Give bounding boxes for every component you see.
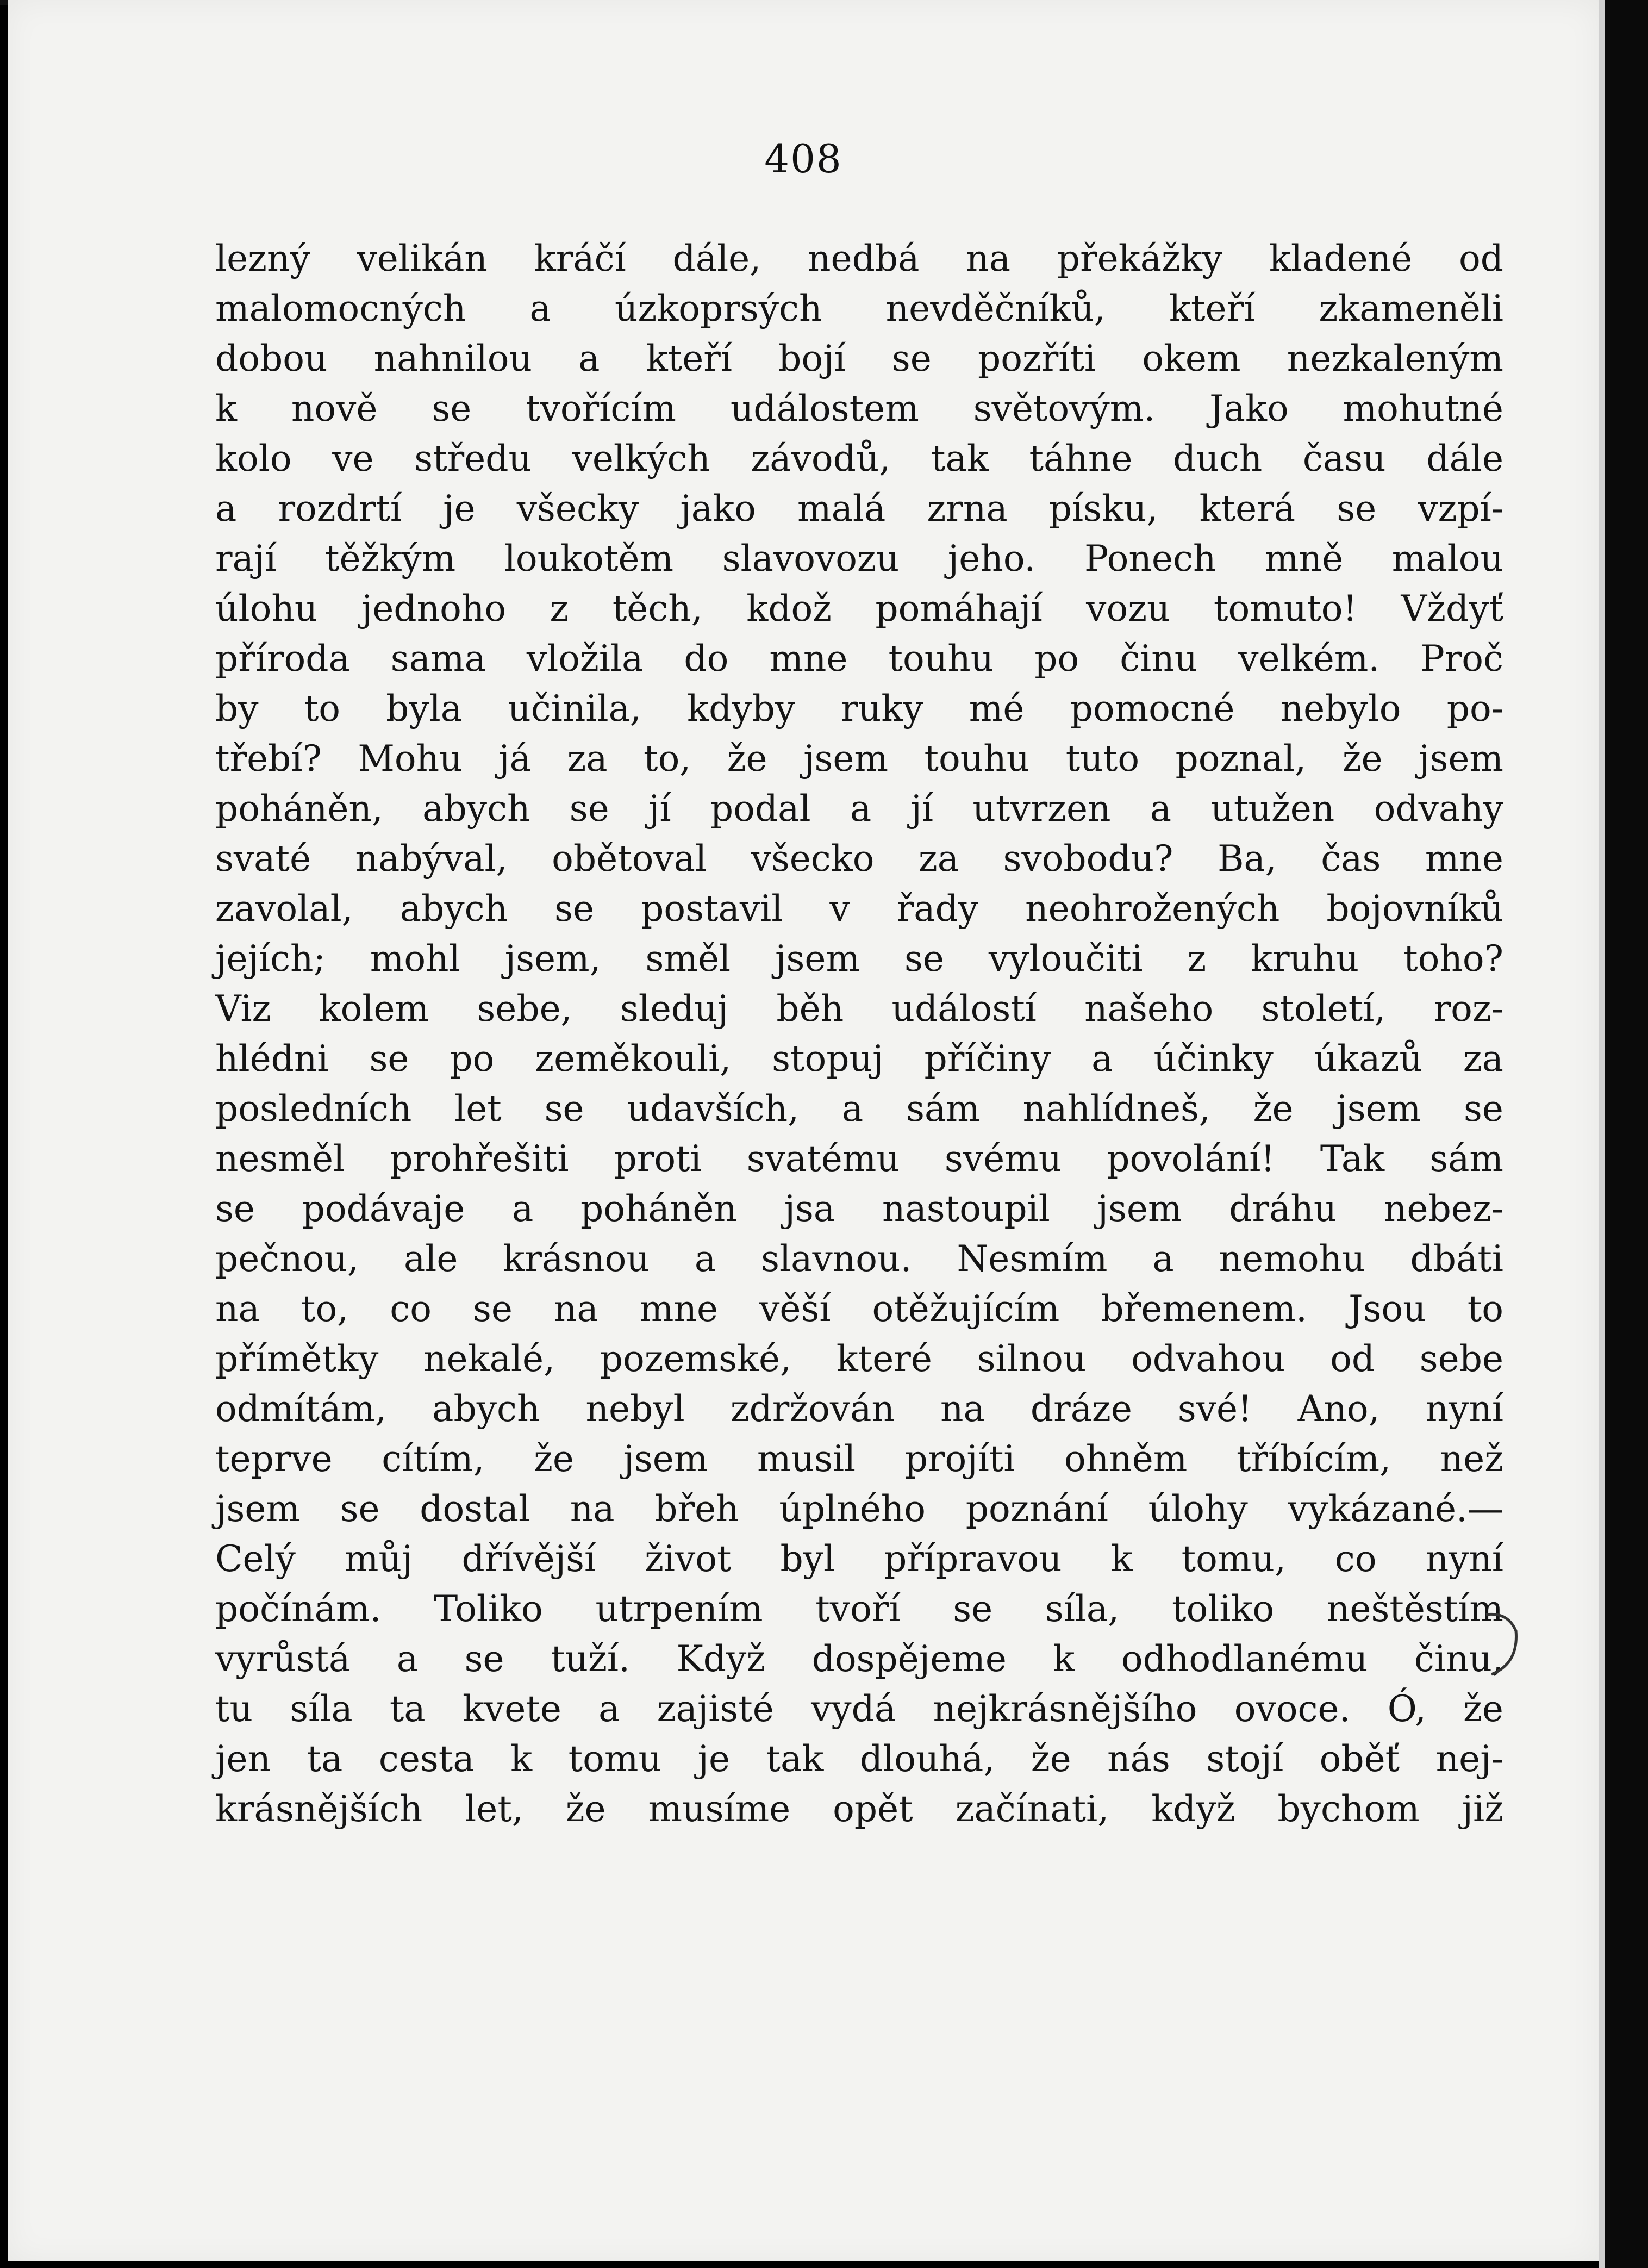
body-text bbox=[215, 234, 1503, 1834]
text-line: vyrůstá a se tuží. Když dospějeme k odhodlanému činu, bbox=[215, 1638, 1503, 1680]
text-line: a rozdrtí je všecky jako malá zrna písku, která se vzpí- bbox=[215, 488, 1503, 529]
text-line: Viz kolem sebe, sleduj běh událostí našeho století, roz- bbox=[215, 988, 1503, 1030]
text-line: tu síla ta kvete a zajisté vydá nejkrásnějšího ovoce. Ó, že bbox=[215, 1688, 1503, 1730]
text-line: jejích; mohl jsem, směl jsem se vyloučiti z kruhu toho? bbox=[215, 938, 1503, 980]
text-line: Celý můj dřívější život byl přípravou k tomu, co nyní bbox=[215, 1538, 1503, 1580]
book-page bbox=[8, 0, 1599, 2261]
text-line: nesměl prohřešiti proti svatému svému povolání! Tak sám bbox=[215, 1138, 1503, 1180]
text-line: počínám. Toliko utrpením tvoří se síla, toliko neštěstím bbox=[215, 1588, 1503, 1630]
text-line: pečnou, ale krásnou a slavnou. Nesmím a nemohu dbáti bbox=[215, 1238, 1503, 1280]
text-line: lezný velikán kráčí dále, nedbá na překážky kladené od bbox=[215, 238, 1503, 279]
text-line: rají těžkým loukotěm slavovozu jeho. Ponech mně malou bbox=[215, 538, 1503, 580]
scan-right-edge bbox=[1599, 0, 1648, 2268]
text-line: kolo ve středu velkých závodů, tak táhne duch času dále bbox=[215, 438, 1503, 479]
text-line: krásnějších let, že musíme opět začínati, když bychom již bbox=[215, 1788, 1503, 1830]
text-line: hlédni se po zeměkouli, stopuj příčiny a účinky úkazů za bbox=[215, 1038, 1503, 1080]
text-line: posledních let se udavších, a sám nahlídneš, že jsem se bbox=[215, 1088, 1503, 1130]
text-line: úlohu jednoho z těch, kdož pomáhají vozu tomuto! Vždyť bbox=[215, 588, 1503, 630]
text-line: svaté nabýval, obětoval všecko za svobodu? Ba, čas mne bbox=[215, 838, 1503, 880]
text-line: by to byla učinila, kdyby ruky mé pomocné nebylo po- bbox=[215, 688, 1503, 730]
text-line: zavolal, abych se postavil v řady neohrožených bojovníků bbox=[215, 888, 1503, 930]
text-line: na to, co se na mne věší otěžujícím břemenem. Jsou to bbox=[215, 1288, 1503, 1330]
page-edge-highlight bbox=[1599, 0, 1605, 2268]
text-line: teprve cítím, že jsem musil projíti ohněm tříbícím, než bbox=[215, 1438, 1503, 1480]
text-line: dobou nahnilou a kteří bojí se pozříti okem nezkaleným bbox=[215, 338, 1503, 379]
text-line: malomocných a úzkoprsých nevděčníků, kteří zkameněli bbox=[215, 288, 1503, 329]
text-line: poháněn, abych se jí podal a jí utvrzen a utužen odvahy bbox=[215, 788, 1503, 830]
text-line: jsem se dostal na břeh úplného poznání úlohy vykázané.— bbox=[215, 1488, 1503, 1530]
text-line: se podávaje a poháněn jsa nastoupil jsem dráhu nebez- bbox=[215, 1188, 1503, 1230]
text-line: přímětky nekalé, pozemské, které silnou odvahou od sebe bbox=[215, 1338, 1503, 1380]
text-line: příroda sama vložila do mne touhu po činu velkém. Proč bbox=[215, 638, 1503, 680]
page-number: 408 bbox=[764, 136, 842, 182]
margin-bracket-mark bbox=[1475, 1609, 1540, 1680]
text-line: jen ta cesta k tomu je tak dlouhá, že nás stojí oběť nej- bbox=[215, 1738, 1503, 1780]
text-line: k nově se tvořícím událostem světovým. Jako mohutné bbox=[215, 388, 1503, 429]
text-line: odmítám, abych nebyl zdržován na dráze své! Ano, nyní bbox=[215, 1388, 1503, 1430]
text-line: třebí? Mohu já za to, že jsem touhu tuto poznal, že jsem bbox=[215, 738, 1503, 780]
